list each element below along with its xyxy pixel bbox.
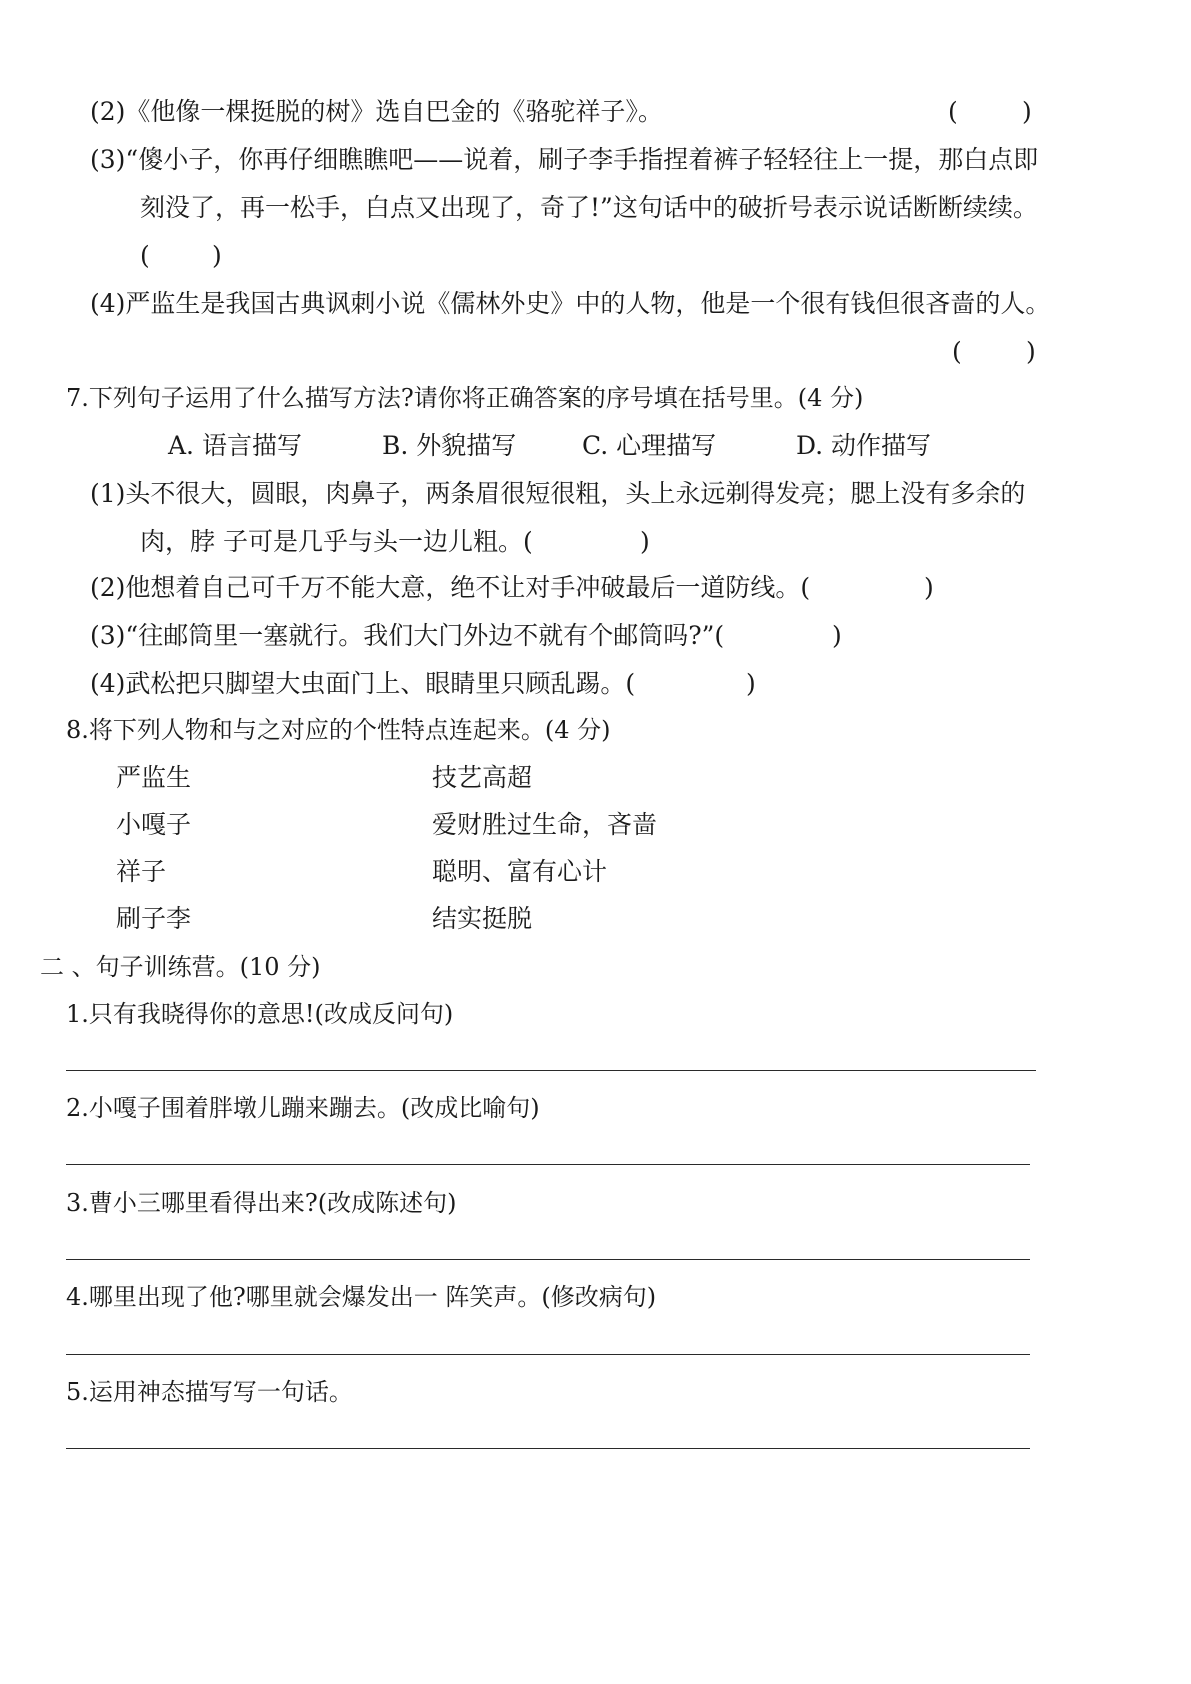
answer-line[interactable] [66,1164,1030,1165]
answer-paren-close: ) [212,241,222,270]
answer-paren-close: ) [1026,337,1036,366]
judge-item-4: (4)严监生是我国古典讽刺小说《儒林外史》中的人物，他是一个很有钱但很吝啬的人。 [90,289,1051,318]
answer-paren-close: ) [746,669,756,698]
sentence-item-1: 1.只有我晓得你的意思!(改成反问句) [66,1000,454,1028]
sentence-item-5: 5.运用神态描写写一句话。 [66,1378,353,1406]
q7-item-2: (2)他想着自己可千万不能大意，绝不让对手冲破最后一道防线。( [90,573,811,602]
judge-item-3-line2: 刻没了，再一松手，白点又出现了，奇了!”这句话中的破折号表示说话断断续续。 [140,193,1038,222]
answer-paren-close: ) [1022,97,1032,126]
answer-line[interactable] [66,1070,1036,1071]
answer-line[interactable] [66,1259,1030,1260]
question-7-title: 7.下列句子运用了什么描写方法?请你将正确答案的序号填在括号里。(4 分) [66,384,864,412]
answer-line[interactable] [66,1354,1030,1355]
judge-item-3-line1: (3)“傻小子，你再仔细瞧瞧吧——说着，刷子李手指捏着裤子轻轻往上一提，那白点即 [90,145,1039,174]
q7-item-4: (4)武松把只脚望大虫面门上、眼睛里只顾乱踢。( [90,669,636,698]
answer-line[interactable] [66,1448,1030,1449]
match-left-2: 小嘎子 [116,810,192,839]
option-a: A. 语言描写 [168,431,302,460]
section-2-title: 二 、句子训练营。(10 分) [40,953,321,981]
match-left-4: 刷子李 [116,904,192,933]
q7-item-1-line1: (1)头不很大，圆眼，肉鼻子，两条眉很短很粗，头上永远剃得发亮；腮上没有多余的 [90,479,1026,508]
match-right-2: 爱财胜过生命，吝啬 [432,810,658,839]
sentence-item-3: 3.曹小三哪里看得出来?(改成陈述句) [66,1189,457,1217]
match-right-3: 聪明、富有心计 [432,857,608,886]
match-right-4: 结实挺脱 [432,904,533,933]
option-d: D. 动作描写 [796,431,932,460]
answer-paren-close: ) [924,573,934,602]
q7-item-1-line2: 肉，脖 子可是几乎与头一边儿粗。( [140,527,533,556]
sentence-item-4: 4.哪里出现了他?哪里就会爆发出一 阵笑声。(修改病句) [66,1283,657,1311]
option-b: B. 外貌描写 [382,431,517,460]
match-left-3: 祥子 [116,857,167,886]
answer-paren-open: ( [948,97,958,126]
q7-item-3: (3)“往邮筒里一塞就行。我们大门外边不就有个邮筒吗?”( [90,621,725,650]
sentence-item-2: 2.小嘎子围着胖墩儿蹦来蹦去。(改成比喻句) [66,1094,540,1122]
judge-item-2: (2)《他像一棵挺脱的树》选自巴金的《骆驼祥子》。 [90,97,663,126]
question-8-title: 8.将下列人物和与之对应的个性特点连起来。(4 分) [66,716,611,744]
answer-paren-close: ) [640,527,650,556]
match-right-1: 技艺高超 [432,763,533,792]
match-left-1: 严监生 [116,763,192,792]
answer-paren-close: ) [832,621,842,650]
answer-paren-open: ( [140,241,150,270]
answer-paren-open: ( [952,337,962,366]
option-c: C. 心理描写 [582,431,717,460]
